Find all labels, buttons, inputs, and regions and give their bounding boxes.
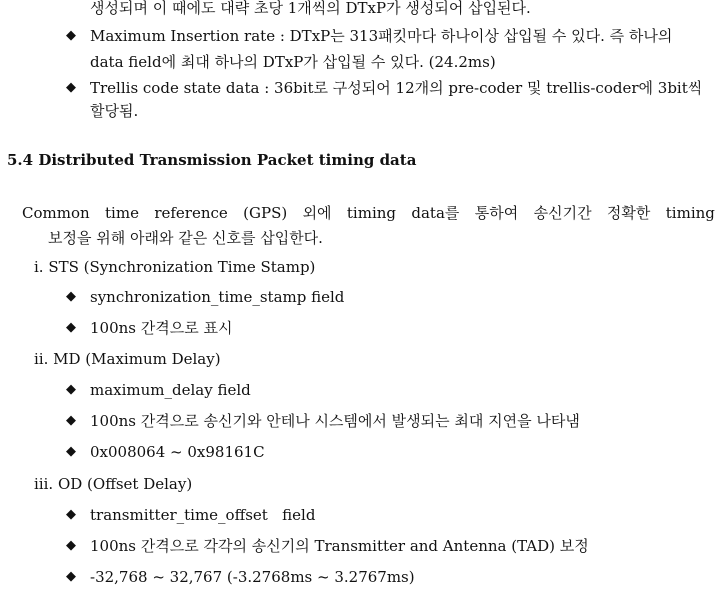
bullet-diamond-icon: ◆ <box>66 507 76 522</box>
section-heading <box>7 150 416 170</box>
intro-word: 통하여 <box>474 204 519 222</box>
intro-word: timing <box>665 204 715 222</box>
od-bullet-1: transmitter_time_offset field <box>90 506 316 524</box>
section-number: 5.4 <box>7 151 34 169</box>
sts-bullet-2: 100ns 간격으로 표시 <box>90 319 233 337</box>
intro-line-1 <box>22 203 715 223</box>
roman-numeral: ⅲ. <box>34 475 54 493</box>
od-bullet-2: 100ns 간격으로 각각의 송신기의 Transmitter and Antenna (TAD) 보정 <box>90 537 589 555</box>
bullet-trellis-line2: 할당됨. <box>90 102 139 120</box>
intro-word: time <box>105 204 139 222</box>
md-bullet-2: 100ns 간격으로 송신기와 안테나 시스템에서 발생되는 최대 지연을 나타냄 <box>90 412 580 430</box>
od-bullet-3: -32,768 ~ 32,767 (-3.2768ms ~ 3.2767ms) <box>90 568 415 586</box>
item-heading-text: MD (Maximum Delay) <box>53 350 221 368</box>
bullet-max-insertion-line2: data field에 최대 하나의 DTxP가 삽입될 수 있다. (24.2ms) <box>90 53 496 71</box>
continued-text-line: 생성되며 이 때에도 대략 초당 1개씩의 DTxP가 생성되어 삽입된다. <box>90 0 531 17</box>
intro-word: data를 <box>411 204 460 222</box>
bullet-diamond-icon: ◆ <box>66 569 76 584</box>
item-heading-od <box>34 474 192 494</box>
bullet-diamond-icon: ◆ <box>66 80 76 95</box>
item-heading-md <box>34 349 221 369</box>
item-heading-text: STS (Synchronization Time Stamp) <box>48 258 316 276</box>
roman-numeral: ⅱ. <box>34 350 49 368</box>
md-bullet-3: 0x008064 ~ 0x98161C <box>90 443 265 461</box>
roman-numeral: ⅰ. <box>34 258 44 276</box>
bullet-diamond-icon: ◆ <box>66 382 76 397</box>
md-bullet-1: maximum_delay field <box>90 381 251 399</box>
intro-word: reference <box>154 204 228 222</box>
bullet-diamond-icon: ◆ <box>66 444 76 459</box>
bullet-diamond-icon: ◆ <box>66 538 76 553</box>
bullet-diamond-icon: ◆ <box>66 320 76 335</box>
bullet-trellis-line1: Trellis code state data : 36bit로 구성되어 12개의 pre-coder 및 trellis-coder에 3bit씩 <box>90 79 703 97</box>
intro-word: timing <box>346 204 397 222</box>
sts-bullet-1: synchronization_time_stamp field <box>90 288 345 306</box>
bullet-diamond-icon: ◆ <box>66 28 76 43</box>
intro-word: (GPS) <box>243 204 288 222</box>
item-heading-text: OD (Offset Delay) <box>57 475 193 493</box>
bullet-max-insertion-line1: Maximum Insertion rate : DTxP는 313패킷마다 하나이상 삽입될 수 있다. 즉 하나의 <box>90 27 673 45</box>
item-heading-sts <box>34 257 315 277</box>
intro-word: Common <box>22 204 90 222</box>
intro-line-2: 보정을 위해 아래와 같은 신호를 삽입한다. <box>48 229 323 247</box>
section-title: Distributed Transmission Packet timing data <box>38 151 417 169</box>
intro-word: 외에 <box>302 204 332 222</box>
bullet-diamond-icon: ◆ <box>66 289 76 304</box>
intro-word: 정확한 <box>606 204 651 222</box>
intro-word: 송신기간 <box>533 204 592 222</box>
bullet-diamond-icon: ◆ <box>66 413 76 428</box>
